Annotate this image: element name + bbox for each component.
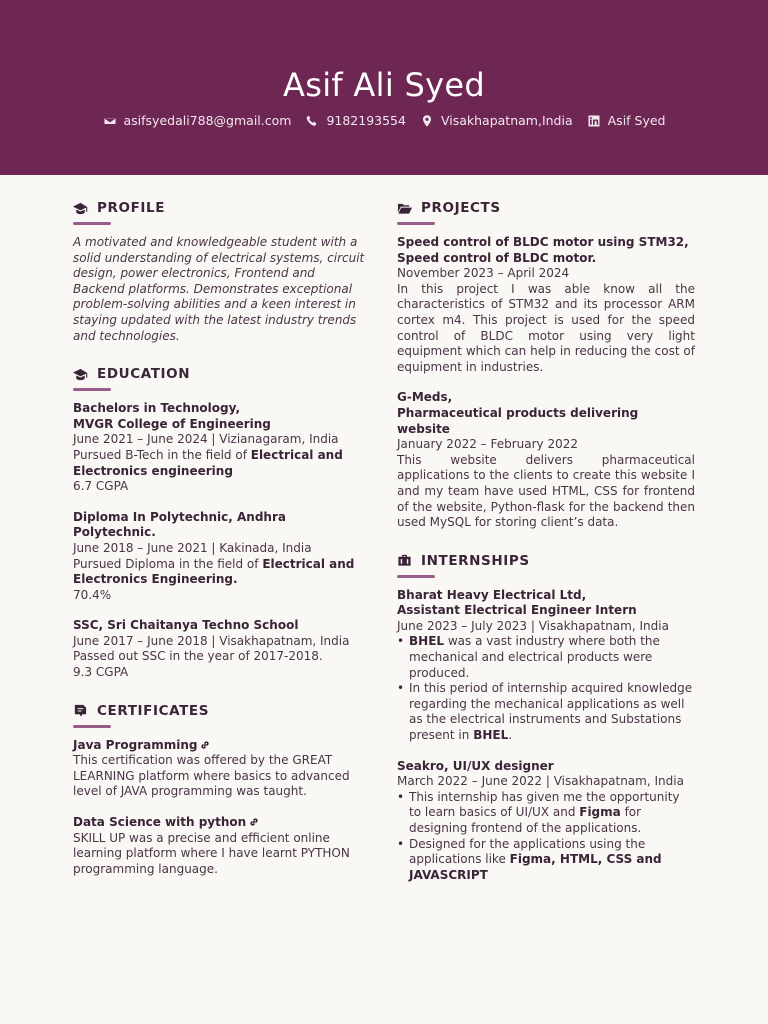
bullet-item bbox=[397, 681, 695, 743]
contact-linkedin[interactable] bbox=[587, 113, 666, 128]
projects-title: PROJECTS bbox=[421, 200, 501, 216]
entry-score: 9.3 CGPA bbox=[73, 665, 129, 680]
profile-heading bbox=[73, 200, 368, 216]
entry-subtitle: MVGR College of Engineering bbox=[73, 416, 271, 431]
entry-description bbox=[73, 557, 368, 588]
linkedin-icon bbox=[587, 114, 601, 128]
entry-date: November 2023 – April 2024 bbox=[397, 266, 570, 281]
linkedin-text: Asif Syed bbox=[607, 113, 666, 128]
desc-text: Pursued Diploma in the field of bbox=[73, 556, 263, 571]
bullet-bold: Figma bbox=[579, 805, 621, 820]
desc-text: Pursued B-Tech in the field of bbox=[73, 447, 251, 462]
internship-entry bbox=[397, 759, 695, 884]
education-title: EDUCATION bbox=[97, 366, 191, 383]
internships-section bbox=[397, 553, 695, 884]
bullet-text: for designing frontend of the applications. bbox=[409, 805, 642, 835]
bullet-item bbox=[397, 837, 695, 884]
entry-title[interactable] bbox=[73, 738, 368, 754]
entry-date: March 2022 – June 2022 | Visakhapatnam, India bbox=[397, 774, 684, 789]
entry-date: January 2022 – February 2022 bbox=[397, 437, 579, 452]
entry-title: Diploma In Polytechnic, Andhra Polytechnic. bbox=[73, 509, 286, 540]
left-column bbox=[73, 200, 368, 899]
entry-date: June 2023 – July 2023 | Visakhapatnam, India bbox=[397, 618, 669, 633]
projects-section bbox=[397, 200, 695, 531]
projects-heading bbox=[397, 200, 695, 216]
desc-bold: Electrical and Electronics engineering bbox=[73, 447, 343, 478]
certificate-name[interactable]: Data Science with python bbox=[73, 815, 247, 830]
section-divider bbox=[73, 388, 111, 391]
location-text: Visakhapatnam,India bbox=[440, 113, 573, 128]
bullet-text: In this period of internship acquired knowledge regarding the mechanical applications as well as the electrical instruments and Substations present in bbox=[409, 681, 693, 743]
entry-description: This certification was offered by the GREAT LEARNING platform where basics to advanced level of JAVA programming was taught. bbox=[73, 753, 350, 799]
section-divider bbox=[397, 222, 435, 225]
certificate-entry bbox=[73, 815, 368, 877]
entry-score: 6.7 CGPA bbox=[73, 479, 129, 494]
link-icon[interactable] bbox=[200, 739, 210, 749]
contact-email[interactable] bbox=[103, 113, 292, 128]
certificates-title: CERTIFICATES bbox=[97, 702, 210, 719]
folder-open-icon bbox=[397, 201, 412, 216]
email-icon bbox=[103, 114, 117, 128]
briefcase-icon bbox=[397, 553, 412, 568]
certificates-heading bbox=[73, 703, 368, 719]
section-divider bbox=[397, 575, 435, 578]
email-text: asifsyedali788@gmail.com bbox=[123, 113, 292, 128]
entry-title: SSC, Sri Chaitanya Techno School bbox=[73, 618, 299, 633]
bullet-bold: BHEL bbox=[473, 728, 509, 743]
bullet-bold: Figma, HTML, CSS and JAVASCRIPT bbox=[409, 852, 662, 882]
candidate-name: Asif Ali Syed bbox=[283, 66, 485, 104]
section-divider bbox=[73, 222, 111, 225]
header-banner bbox=[0, 0, 768, 175]
entry-date: June 2017 – June 2018 | Visakhapatnam, India bbox=[73, 633, 350, 648]
entry-title: Seakro, UI/UX designer bbox=[397, 758, 554, 773]
section-divider bbox=[73, 725, 111, 728]
entry-date: June 2021 – June 2024 | Vizianagaram, India bbox=[73, 432, 339, 447]
desc-bold: Electrical and Electronics Engineering. bbox=[73, 556, 355, 587]
entry-title: Speed control of BLDC motor using STM32, bbox=[397, 235, 689, 249]
bullet-list bbox=[397, 790, 695, 884]
entry-score: 70.4% bbox=[73, 587, 112, 602]
internships-title: INTERNSHIPS bbox=[421, 552, 530, 569]
right-column bbox=[397, 200, 695, 905]
contact-location bbox=[420, 113, 573, 128]
entry-description: In this project I was able know all the characteristics of STM32 and its processor ARM cortex m4. This project is used for the speed control of BLDC motor using very light equipment which can help in reducing the cost of equipment in industries. bbox=[397, 281, 695, 374]
profile-text: A motivated and knowledgeable student with a solid understanding of electrical systems, circuit design, power electronics, Frontend and Backend platforms. Demonstrates exceptional problem-solving abilities and a keen interest in staying updated with the latest industry trends and technologies. bbox=[73, 235, 365, 343]
phone-icon bbox=[305, 114, 319, 128]
entry-subtitle: Assistant Electrical Engineer Intern bbox=[397, 603, 637, 618]
entry-title: G-Meds, bbox=[397, 390, 453, 405]
graduation-cap-icon bbox=[73, 367, 88, 382]
location-pin-icon bbox=[420, 114, 434, 128]
entry-title[interactable] bbox=[73, 815, 368, 831]
internships-heading bbox=[397, 553, 695, 569]
bullet-item bbox=[397, 790, 695, 837]
bullet-item bbox=[397, 634, 695, 681]
bullet-text: This internship has given me the opportunity to learn basics of UI/UX and bbox=[409, 789, 680, 820]
bullet-text: Designed for the applications using the applications like bbox=[409, 836, 646, 867]
education-entry bbox=[73, 510, 368, 604]
bullet-text: . bbox=[508, 728, 513, 743]
contact-bar bbox=[0, 113, 768, 128]
entry-date: June 2018 – June 2021 | Kakinada, India bbox=[73, 540, 312, 555]
entry-description bbox=[73, 448, 368, 479]
certificate-entry bbox=[73, 738, 368, 800]
entry-description: Passed out SSC in the year of 2017-2018. bbox=[73, 649, 323, 664]
graduation-cap-icon bbox=[73, 201, 88, 216]
certificate-badge-icon bbox=[73, 703, 88, 718]
bullet-text: was a vast industry where both the mechanical and electrical products were produced. bbox=[409, 634, 660, 680]
certificate-name[interactable]: Java Programming bbox=[73, 737, 198, 752]
project-entry bbox=[397, 390, 695, 530]
entry-description: This website delivers pharmaceutical applications to the clients to create this website I and my team have used HTML, CSS for frontend of the website, Python-flask for the backend then used MySQL for storing client’s data. bbox=[397, 452, 695, 530]
education-entry bbox=[73, 618, 368, 680]
link-icon[interactable] bbox=[249, 816, 259, 826]
bullet-bold: BHEL bbox=[409, 634, 445, 649]
entry-title: Bharat Heavy Electrical Ltd, bbox=[397, 587, 587, 602]
project-entry bbox=[397, 235, 695, 375]
contact-phone[interactable] bbox=[305, 113, 406, 128]
entry-subtitle: Speed control of BLDC motor. bbox=[397, 250, 597, 265]
entry-subtitle: Pharmaceutical products delivering website bbox=[397, 405, 639, 436]
profile-title: PROFILE bbox=[97, 200, 166, 216]
education-section bbox=[73, 366, 368, 681]
phone-text: 9182193554 bbox=[326, 113, 406, 128]
education-heading bbox=[73, 366, 368, 382]
education-entry bbox=[73, 401, 368, 495]
bullet-list bbox=[397, 634, 695, 743]
entry-title: Bachelors in Technology, bbox=[73, 401, 241, 416]
internship-entry bbox=[397, 588, 695, 744]
certificates-section bbox=[73, 703, 368, 878]
profile-section bbox=[73, 200, 368, 344]
entry-description: SKILL UP was a precise and efficient online learning platform where I have learnt PYTHON programming language. bbox=[73, 830, 350, 876]
